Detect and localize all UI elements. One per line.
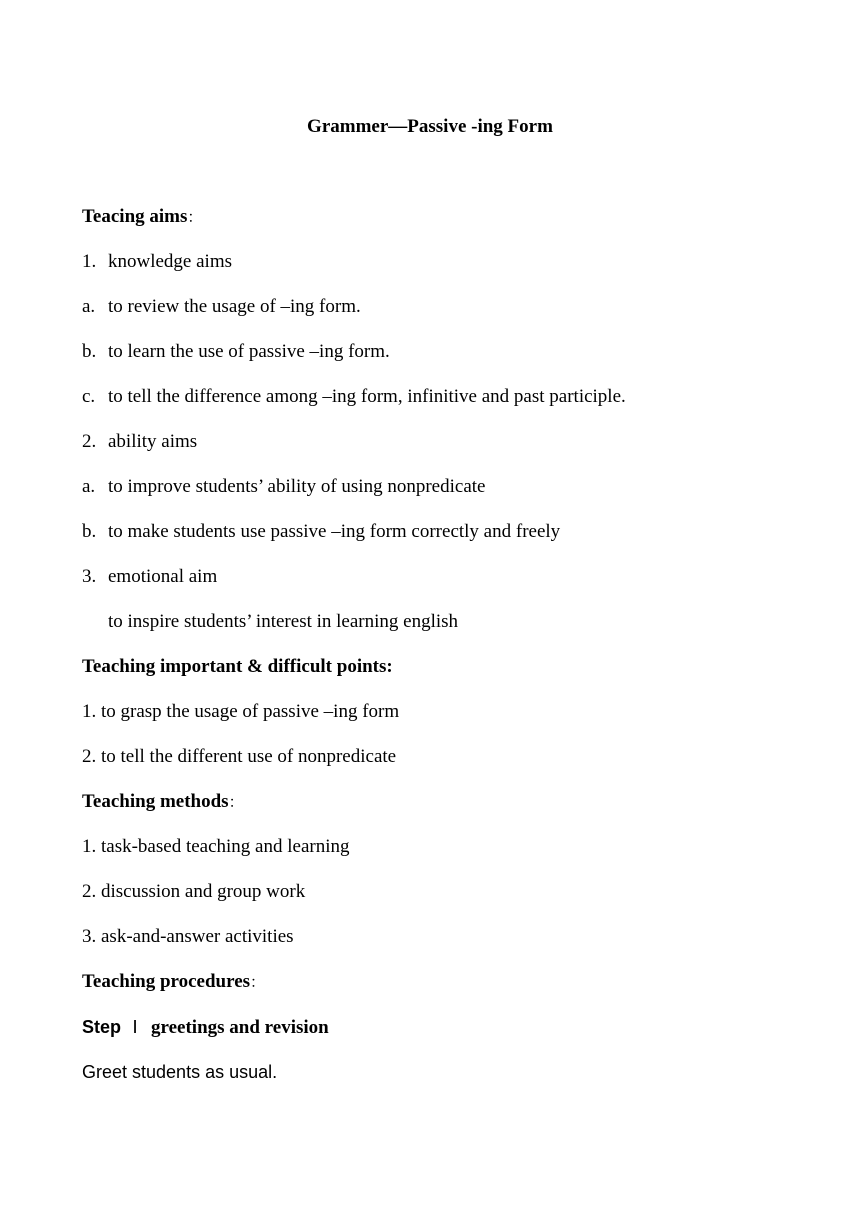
emotional-aim-label: emotional aim xyxy=(108,566,218,587)
list-item-text: to tell the difference among –ing form, infinitive and past participle. xyxy=(108,386,626,407)
list-number: 2. xyxy=(82,431,97,452)
list-marker: b. xyxy=(82,341,97,362)
ability-aims-item xyxy=(82,429,197,455)
teaching-aims-heading xyxy=(82,204,202,230)
list-item xyxy=(82,339,390,365)
emotional-aim-text: to inspire students’ interest in learning english xyxy=(108,611,459,632)
teaching-methods-heading-text: Teaching methods xyxy=(82,791,229,812)
teaching-methods-heading-colon: ： xyxy=(228,793,244,811)
knowledge-aims-item xyxy=(82,249,232,275)
list-marker: a. xyxy=(82,476,96,497)
list-item: 1. task-based teaching and learning xyxy=(82,836,350,857)
list-number: 1. xyxy=(82,251,97,272)
step-heading xyxy=(82,1014,329,1041)
teaching-aims-heading-text: Teacing aims xyxy=(82,206,188,227)
document-title: Grammer—Passive -ing Form xyxy=(307,116,553,137)
step-text: Greet students as usual. xyxy=(82,1062,278,1082)
list-item xyxy=(82,384,626,410)
list-item-text: to review the usage of –ing form. xyxy=(108,296,361,317)
list-marker: a. xyxy=(82,296,96,317)
list-item xyxy=(82,474,485,500)
list-item: 1. to grasp the usage of passive –ing form xyxy=(82,701,400,722)
list-item-text: to learn the use of passive –ing form. xyxy=(108,341,390,362)
list-item-text: to make students use passive –ing form correctly and freely xyxy=(108,521,561,542)
emotional-aim-item xyxy=(82,564,217,590)
teaching-aims-heading-colon: ： xyxy=(187,208,203,226)
points-heading: Teaching important & difficult points: xyxy=(82,656,393,677)
list-item xyxy=(82,609,458,635)
list-item xyxy=(82,294,361,320)
list-number: 3. xyxy=(82,566,97,587)
list-item: 3. ask-and-answer activities xyxy=(82,926,294,947)
list-marker: c. xyxy=(82,386,96,407)
ability-aims-label: ability aims xyxy=(108,431,198,452)
teaching-methods-heading xyxy=(82,789,244,815)
knowledge-aims-label: knowledge aims xyxy=(108,251,233,272)
teaching-procedures-heading-colon: ： xyxy=(250,973,266,991)
list-item: 2. discussion and group work xyxy=(82,881,306,902)
step-title: greetings and revision xyxy=(151,1017,329,1038)
list-marker: b. xyxy=(82,521,97,542)
list-item: 2. to tell the different use of nonpredicate xyxy=(82,746,397,767)
teaching-procedures-heading-text: Teaching procedures xyxy=(82,971,251,992)
step-label: Step xyxy=(82,1017,122,1037)
teaching-procedures-heading xyxy=(82,969,265,995)
list-item xyxy=(82,519,560,545)
step-number: Ⅰ xyxy=(132,1017,138,1038)
list-item-text: to improve students’ ability of using nonpredicate xyxy=(108,476,486,497)
